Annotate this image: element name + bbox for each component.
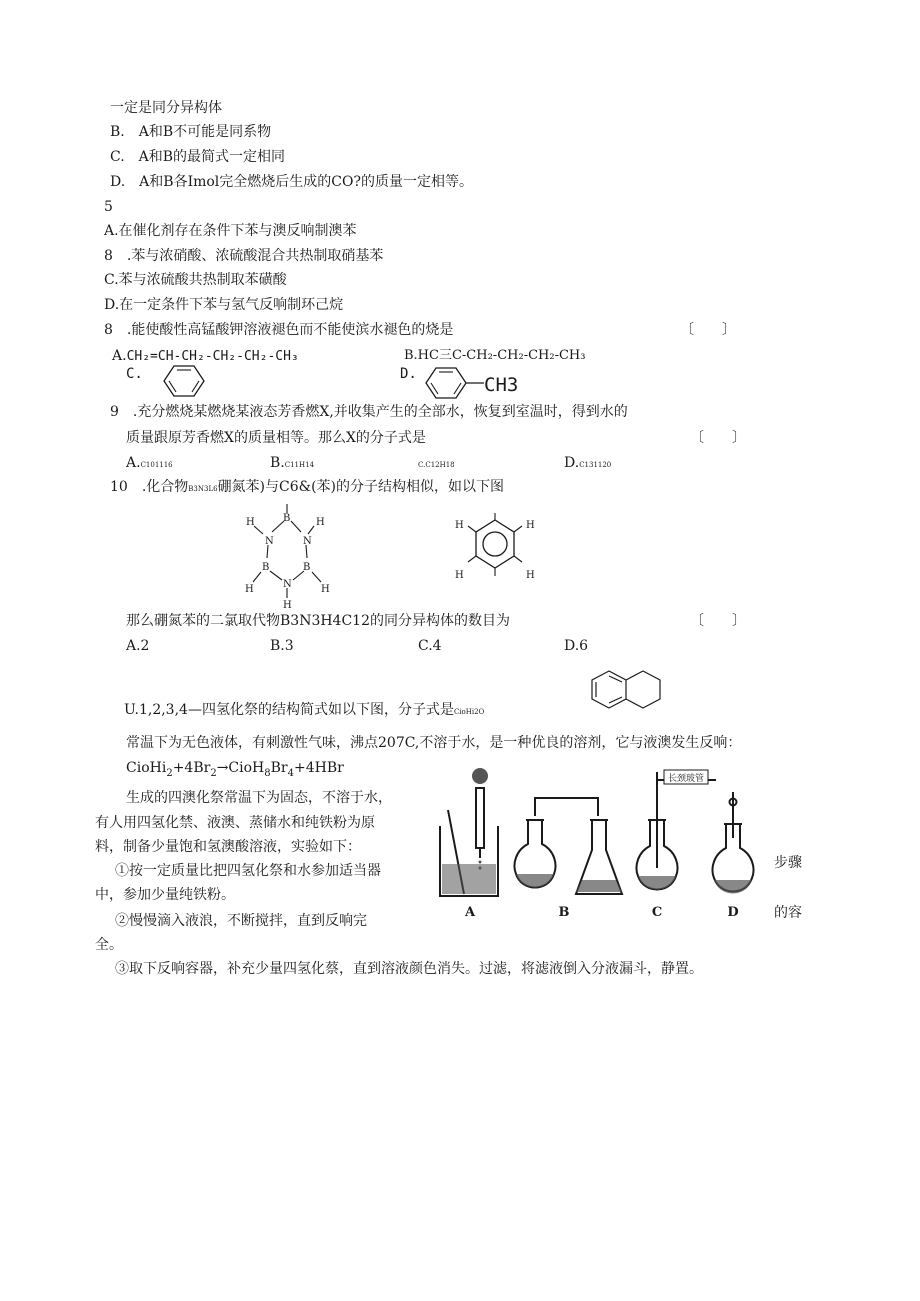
toluene-structure: [422, 366, 532, 402]
q9-option-a-label: A.: [126, 455, 141, 471]
q11-side-text-2: 的容: [774, 905, 802, 921]
q9-option-d-value: C131120: [579, 461, 612, 469]
borazine-atom-h: H: [321, 584, 330, 595]
q9-option-d-label: D.: [564, 455, 580, 471]
borazine-atom-b: B: [262, 562, 270, 573]
borazine-atom-h: H: [246, 517, 255, 528]
q10-stem-part-a: 10 .化合物: [110, 479, 189, 495]
q11-stem: [124, 700, 484, 722]
q9-stem-line2: 质量跟原芳香燃X的质量相等。那么X的分子式是: [126, 430, 426, 446]
q8-option-a-formula: CH₂=CH-CH₂-CH₂-CH₂-CH₃: [126, 349, 299, 364]
q10-question: 那么硼氮苯的二氯取代物B3N3H4C12的同分异构体的数目为: [126, 613, 510, 629]
q8-stem: 8 .能使酸性高锰酸钾溶液褪色而不能使滨水褪色的烧是: [104, 322, 454, 338]
q10-option-a: A.2: [126, 638, 150, 654]
borazine-atom-h: H: [316, 517, 325, 528]
borazine-atom-n: N: [283, 579, 292, 590]
q9-option-c-value: C.C12H18: [418, 461, 455, 469]
borazine-atom-h: H: [283, 600, 292, 611]
q11-stem-formula: CioHi2O: [453, 708, 485, 716]
q10-stem-part-b: 硼氮苯)与C6&(苯)的分子结构相似，如以下图: [217, 479, 505, 495]
long-tube-label: 长颈玻管: [667, 774, 705, 784]
q4-line: 一定是同分异构体: [110, 100, 222, 116]
q9-option-b-value: C11H14: [284, 461, 315, 469]
q5-option-d: D.在一定条件下苯与氢气反响制环己烷: [104, 297, 344, 313]
q9-option-c: [418, 453, 455, 475]
q10-stem-formula: B3N3L6: [188, 485, 218, 493]
q10-option-c: C.4: [418, 638, 442, 654]
borazine-atom-h: H: [245, 584, 254, 595]
q8-option-c-label: C.: [126, 366, 143, 382]
apparatus-label-a: A: [464, 905, 476, 920]
q11-step2-line2: 全。: [95, 937, 123, 953]
tetralin-structure: [588, 668, 668, 712]
q9-option-d: [564, 453, 611, 475]
methyl-group-label: CH3: [484, 374, 519, 396]
q11-step1-line2: 中，参加少量纯铁粉。: [95, 887, 235, 903]
q11-para-line1: 生成的四澳化祭常温下为固态，不溶于水，: [126, 790, 392, 806]
q10-stem: [110, 477, 504, 499]
q9-option-b-label: B.: [270, 455, 285, 471]
apparatus-label-c: C: [651, 905, 663, 920]
benzene-atom-h: H: [526, 520, 535, 531]
q11-step2-line1: ②慢慢滴入液浪，不断搅拌，直到反响完: [115, 913, 367, 929]
q8-option-a-label: A.: [112, 348, 127, 364]
q9-option-b: [270, 453, 314, 475]
q8-option-b: B.HC三C-CH₂-CH₂-CH₂-CH₃: [404, 348, 586, 363]
q9-stem-line1: 9 .充分燃烧某燃烧某液态芳香燃X,并收集产生的全部水，恢复到室温时，得到水的: [110, 404, 628, 420]
q4-option-b: B. A和B不可能是同系物: [110, 124, 272, 140]
q9-option-a: [126, 453, 173, 475]
benzene-atom-h: H: [455, 570, 464, 581]
q9-option-a-value: C101116: [140, 461, 173, 469]
borazine-atom-n: N: [265, 536, 274, 547]
q5-number: 5: [104, 199, 113, 215]
q11-step1-line1: ①按一定质量比把四氢化祭和水参加适当器: [115, 863, 381, 879]
q9-answer-bracket: 〔 〕: [690, 430, 746, 446]
apparatus-label-b: B: [558, 905, 570, 920]
q8-answer-bracket: 〔 〕: [680, 322, 736, 338]
apparatus-figure: [436, 768, 766, 920]
borazine-atom-b: B: [303, 562, 311, 573]
benzene-h-structure: [450, 510, 540, 590]
benzene-structure: [160, 364, 210, 398]
q11-properties: 常温下为无色液体，有刺激性气味，沸点207C,不溶于水，是一种优良的溶剂，它与液澳发生反响：: [126, 735, 742, 751]
q11-para-line3: 料，制备少量饱和氢澳酸溶液，实验如下：: [95, 839, 361, 855]
q11-equation: $CioHi_2+4Br_2\to CioH_8Br_4+4HBr$: [126, 760, 344, 779]
benzene-atom-h: H: [526, 570, 535, 581]
q8-option-d-label: D.: [400, 366, 417, 382]
borazine-atom-b: B: [283, 513, 291, 524]
q5-option-c: C.苯与浓硫酸共热制取苯磺酸: [104, 272, 287, 288]
q11-side-text-1: 步骤: [774, 855, 802, 871]
q10-option-b: B.3: [270, 638, 294, 654]
borazine-structure: [240, 500, 330, 612]
q10-option-d: D.6: [564, 638, 589, 654]
apparatus-label-d: D: [727, 905, 739, 920]
q5-option-b: 8 .苯与浓硝酸、浓硫酸混合共热制取硝基苯: [104, 248, 384, 264]
q10-answer-bracket: 〔 〕: [690, 613, 746, 629]
q11-stem-text: U.1,2,3,4—四氢化祭的结构简式如以下图，分子式是: [124, 702, 454, 718]
q11-step3: ③取下反响容器，补充少量四氢化蔡，直到溶液颜色消失。过滤，将滤液倒入分液漏斗，静置。: [115, 961, 703, 977]
q5-option-a: A.在催化剂存在条件下苯与澳反响制澳苯: [104, 223, 357, 239]
q4-option-c: C. A和B的最简式一定相同: [110, 149, 286, 165]
benzene-atom-h: H: [455, 520, 464, 531]
q4-option-d: D. A和B各Imol完全燃烧后生成的CO?的质量一定相等。: [110, 174, 473, 190]
borazine-atom-n: N: [303, 536, 312, 547]
q11-para-line2: 有人用四氢化禁、液澳、蒸储水和纯铁粉为原: [95, 815, 375, 831]
